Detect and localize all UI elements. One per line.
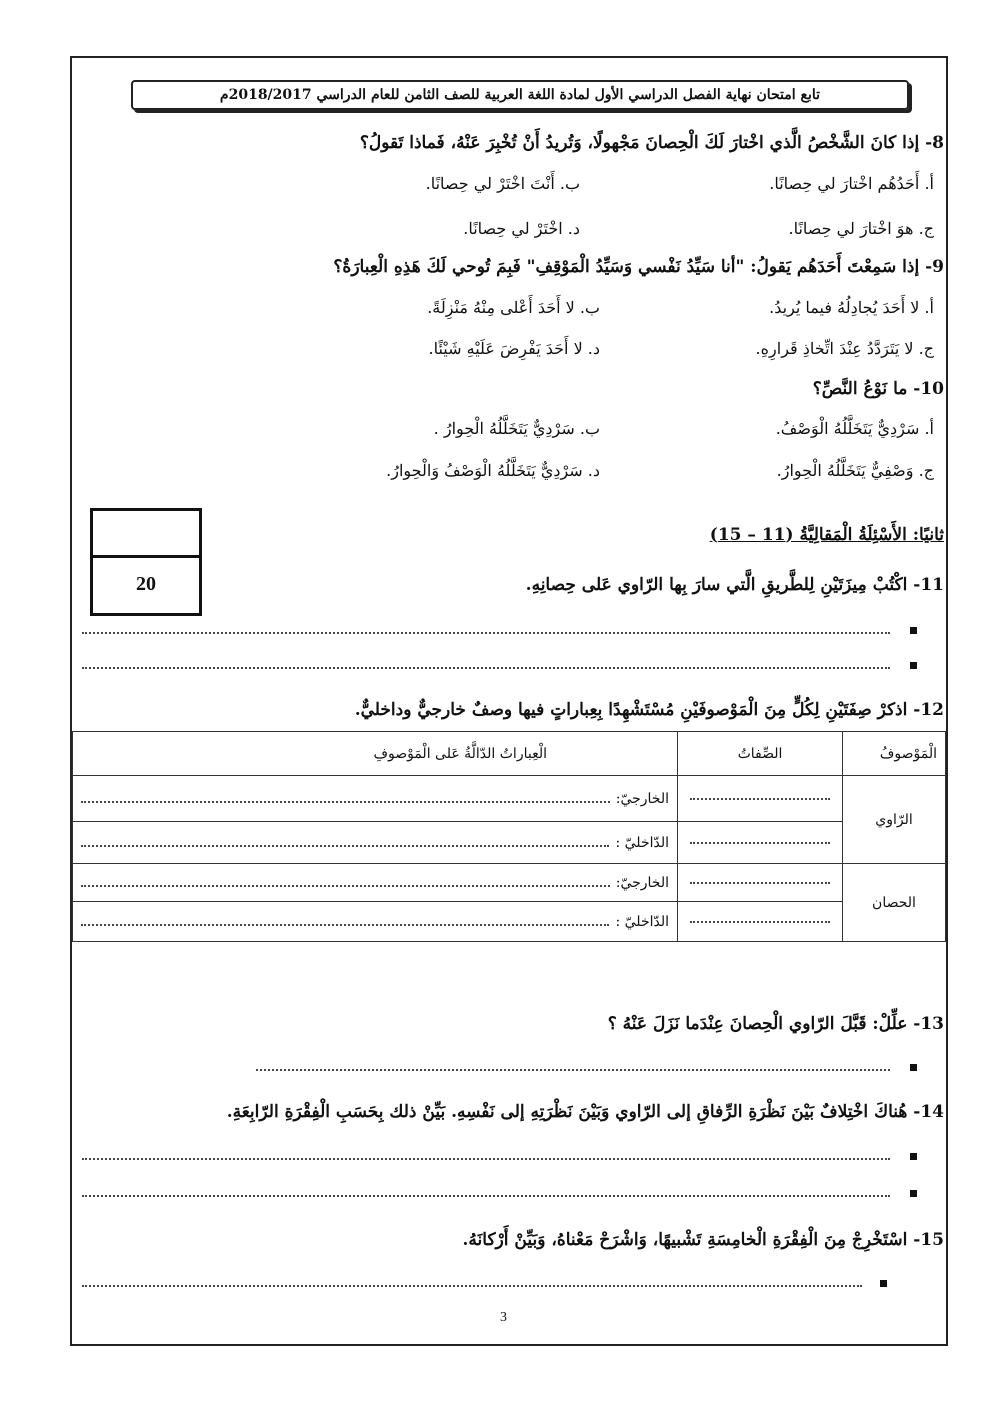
q11-answer-line-2[interactable] [82, 667, 890, 669]
question-13: 13- علِّلْ: قَبَّلَ الرّاوي الْحِصانَ عِنْدَما نَزَلَ عَنْهُ ؟ [607, 1014, 944, 1034]
question-15: 15- اسْتَخْرِجْ مِنَ الْفِقْرَةِ الْخامِسَةِ تَشْبيهًا، وَاشْرَحْ مَعْناهُ، وَبَيِّنْ أَرْكانَهُ. [462, 1230, 944, 1250]
trait-cell[interactable] [678, 776, 843, 822]
page-number: 3 [500, 1310, 507, 1325]
q8-option-c[interactable]: ج. هوَ اخْتارَ لي حِصانًا. [788, 219, 934, 238]
q13-answer-line[interactable] [256, 1069, 890, 1071]
table-header-row [73, 732, 946, 776]
q8-option-d[interactable]: د. اخْتَرْ لي حِصانًا. [463, 219, 580, 238]
subject-horse: الحصان [843, 864, 946, 942]
question-11: 11- اكْتُبْ مِيزَتَيْنِ لِلطَّريقِ الَّتي سارَ بِها الرّاوي عَلى حِصانِهِ. [525, 575, 944, 595]
question-12: 12- اذكرْ صِفَتَيْنِ لِكُلٍّ مِنَ الْمَوْصوفَيْنِ مُسْتَشْهِدًا بِعِباراتٍ فيها وصفٌ خارجيٌّ وداخليٌّ. [354, 700, 944, 720]
trait-cell[interactable] [678, 902, 843, 942]
section-2-title: ثانيًا: الأَسْئِلَةُ الْمَقالِيَّةُ (11 – 15) [709, 525, 944, 545]
score-divider [93, 555, 199, 558]
table-row [73, 902, 946, 942]
table-row [73, 864, 946, 902]
q10-option-d[interactable]: د. سَرْدِيٌّ يَتَخَلَّلُهُ الْوَصْفُ وَالْحِوارُ. [386, 461, 600, 480]
q14-answer-line-1[interactable] [82, 1158, 890, 1160]
q10-option-b[interactable]: ب. سَرْدِيٌّ يَتَخَلَّلُهُ الْحِوارُ . [433, 419, 600, 438]
external-label: الخارجيّ: [615, 790, 669, 807]
q9-option-d[interactable]: د. لا أَحَدَ يَفْرِضَ عَلَيْهِ شَيْئًا. [428, 339, 600, 358]
table-row [73, 822, 946, 864]
exam-header-title: تابع امتحان نهاية الفصل الدراسي الأول لمادة اللغة العربية للصف الثامن للعام الدراسي 2018/2017م [219, 87, 821, 103]
describe-table [72, 731, 946, 942]
q10-option-c[interactable]: ج. وَصْفِيٌّ يَتَخَلَّلُهُ الْحِوارُ. [776, 461, 934, 480]
bullet-icon [910, 662, 917, 669]
header-evidence: الْعِباراتُ الدّالَّةُ عَلى الْمَوْصوفِ [73, 732, 678, 776]
exam-header [131, 80, 909, 110]
q8-option-a[interactable]: أ. أَحَدُهُم اخْتارَ لي حِصانًا. [769, 174, 934, 193]
score-box [90, 508, 202, 616]
evidence-cell[interactable] [73, 822, 678, 864]
bullet-icon [910, 1064, 917, 1071]
header-traits: الصِّفاتُ [678, 732, 843, 776]
external-label: الخارجيّ: [615, 874, 669, 891]
evidence-cell[interactable] [73, 902, 678, 942]
bullet-icon [880, 1280, 887, 1287]
subject-narrator: الرّاوي [843, 776, 946, 864]
question-9: 9- إذا سَمِعْتَ أَحَدَهُم يَقولُ: "أنا سَيِّدُ نَفْسي وَسَيِّدُ الْمَوْقِفِ" فَبِمَ تُوحي لَكَ هَذِهِ الْعِبارَةُ؟ [333, 257, 944, 277]
internal-label: الدّاخليّ : [615, 834, 669, 851]
internal-label: الدّاخليّ : [615, 913, 669, 930]
question-10: 10- ما نَوْعُ النَّصِّ؟ [812, 379, 944, 399]
question-14: 14- هُناكَ اخْتِلافٌ بَيْنَ نَظْرَةِ الرِّفاقِ إلى الرّاوي وَبَيْنَ نَظْرَتِهِ إلى نَفْسِهِ. بَيِّنْ ذلك بِحَسَبِ الْفِقْرَةِ الرّابِعَةِ. [226, 1102, 944, 1122]
evidence-cell[interactable] [73, 776, 678, 822]
trait-cell[interactable] [678, 822, 843, 864]
q9-option-c[interactable]: ج. لا يَتَرَدَّدُ عِنْدَ اتِّخاذِ قَرارِهِ. [755, 339, 934, 358]
table-row [73, 776, 946, 822]
bullet-icon [910, 627, 917, 634]
score-value: 20 [136, 573, 156, 595]
q9-option-a[interactable]: أ. لا أَحَدَ يُجادِلُهُ فيما يُريدُ. [769, 298, 934, 317]
q8-option-b[interactable]: ب. أَنْتَ اخْتَرْ لي حِصانًا. [425, 174, 580, 193]
trait-cell[interactable] [678, 864, 843, 902]
question-8: 8- إذا كانَ الشَّخْصُ الَّذي اخْتارَ لَكَ الْحِصانَ مَجْهولًا، وَتُريدُ أَنْ تُخْبِرَ عَنْهُ، فَماذا تَقولُ؟ [359, 133, 944, 153]
q15-answer-line[interactable] [82, 1285, 862, 1287]
header-subject: الْمَوْصوفُ [843, 732, 946, 776]
bullet-icon [910, 1153, 917, 1160]
q9-option-b[interactable]: ب. لا أَحَدَ أَعْلى مِنْهُ مَنْزِلَةً. [427, 298, 600, 317]
q11-answer-line-1[interactable] [82, 632, 890, 634]
evidence-cell[interactable] [73, 864, 678, 902]
q10-option-a[interactable]: أ. سَرْدِيٌّ يَتَخَلَّلُهُ الْوَصْفُ. [775, 419, 934, 438]
bullet-icon [910, 1190, 917, 1197]
q14-answer-line-2[interactable] [82, 1195, 890, 1197]
